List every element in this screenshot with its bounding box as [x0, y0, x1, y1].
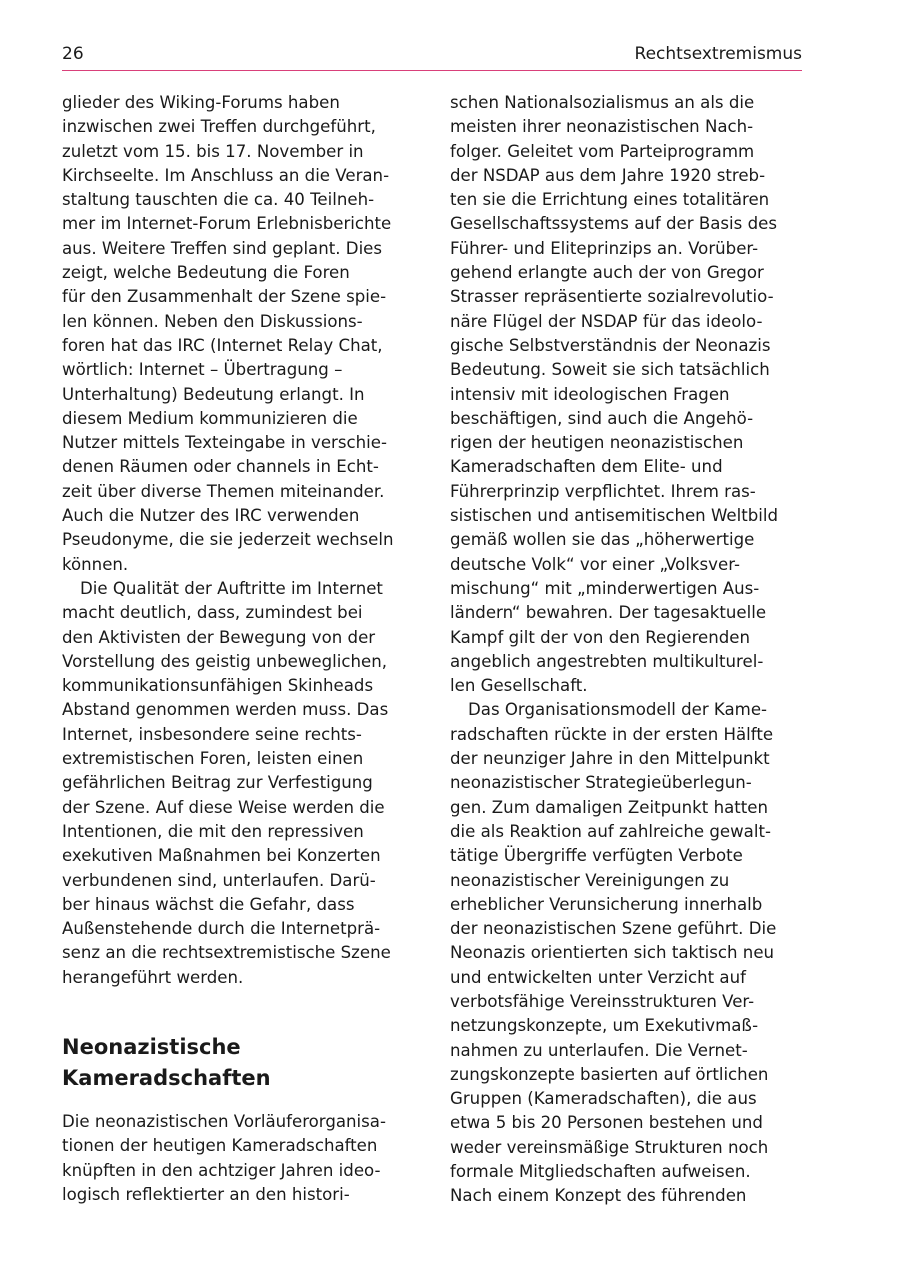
text-line: den Aktivisten der Bewegung von der — [62, 627, 376, 647]
text-line: weder vereinsmäßige Strukturen noch — [450, 1137, 769, 1157]
text-line: Die Qualität der Auftritte im Internet — [80, 578, 383, 598]
text-line: Auch die Nutzer des IRC verwenden — [62, 506, 360, 526]
text-line: herangeführt werden. — [62, 967, 244, 987]
text-line: rigen der heutigen neonazistischen — [450, 433, 744, 453]
text-line: denen Räumen oder channels in Echt- — [62, 457, 379, 477]
text-line: knüpften in den achtziger Jahren ideo- — [62, 1160, 381, 1180]
text-line: zuletzt vom 15. bis 17. November in — [62, 141, 364, 161]
text-line: Die neonazistischen Vorläuferorganisa- — [62, 1111, 386, 1131]
text-line: können. — [62, 554, 129, 574]
text-line: intensiv mit ideologischen Fragen — [450, 384, 730, 404]
text-line: staltung tauschten die ca. 40 Teilneh- — [62, 190, 375, 210]
text-line: neonazistischer Strategieüberlegun- — [450, 773, 752, 793]
text-line: Nutzer mittels Texteingabe in verschie- — [62, 433, 387, 453]
text-line: folger. Geleitet vom Parteiprogramm — [450, 141, 755, 161]
section-heading-line-1: Neonazistische — [62, 1034, 241, 1059]
text-line: Internet, insbesondere seine rechts- — [62, 724, 362, 744]
text-line: Unterhaltung) Bedeutung erlangt. In — [62, 384, 365, 404]
text-line: erheblicher Verunsicherung innerhalb — [450, 894, 763, 914]
section-heading-line-2: Kameradschaften — [62, 1065, 271, 1090]
text-line: extremistischen Foren, leisten einen — [62, 749, 364, 769]
text-line: für den Zusammenhalt der Szene spie- — [62, 287, 387, 307]
text-line: der NSDAP aus dem Jahre 1920 streb- — [450, 165, 766, 185]
text-line: schen Nationalsozialismus an als die — [450, 93, 755, 112]
text-line: inzwischen zwei Treffen durchgeführt, — [62, 117, 376, 137]
text-line: deutsche Volk“ vor einer „Volksver- — [450, 554, 740, 574]
text-line: der neunziger Jahre in den Mittelpunkt — [450, 749, 770, 769]
text-line: die als Reaktion auf zahlreiche gewalt- — [450, 821, 771, 841]
text-line: Kampf gilt der von den Regierenden — [450, 627, 751, 647]
text-line: etwa 5 bis 20 Personen bestehen und — [450, 1113, 763, 1133]
text-line: ber hinaus wächst die Gefahr, dass — [62, 894, 355, 914]
text-line: Außenstehende durch die Internetprä- — [62, 919, 381, 939]
text-line: sistischen und antisemitischen Weltbild — [450, 506, 779, 526]
text-line: gefährlichen Beitrag zur Verfestigung — [62, 773, 373, 793]
text-line: Kameradschaften dem Elite- und — [450, 457, 723, 477]
text-line: gen. Zum damaligen Zeitpunkt hatten — [450, 797, 768, 817]
text-line: neonazistischer Vereinigungen zu — [450, 870, 730, 890]
text-line: Neonazis orientierten sich taktisch neu — [450, 943, 775, 963]
text-line: wörtlich: Internet – Übertragung – — [62, 360, 343, 380]
text-line: Bedeutung. Soweit sie sich tatsächlich — [450, 360, 770, 380]
text-line: Kirchseelte. Im Anschluss an die Veran- — [62, 165, 390, 185]
text-line: kommunikationsunfähigen Skinheads — [62, 676, 374, 696]
text-line: zeigt, welche Bedeutung die Foren — [62, 263, 350, 283]
left-paragraph-1 — [62, 91, 414, 577]
left-column — [62, 91, 414, 1207]
left-paragraph-2 — [62, 577, 414, 990]
text-line: glieder des Wiking-Forums haben — [62, 93, 340, 112]
text-line: tionen der heutigen Kameradschaften — [62, 1136, 378, 1156]
text-line: tätige Übergriffe verfügten Verbote — [450, 846, 743, 866]
text-line: und entwickelten unter Verzicht auf — [450, 967, 746, 987]
page-number: 26 — [62, 44, 84, 64]
text-line: meisten ihrer neonazistischen Nach- — [450, 117, 754, 137]
text-line: Das Organisationsmodell der Kame- — [468, 700, 768, 720]
text-line: Strasser repräsentierte sozialrevolutio- — [450, 287, 774, 307]
text-line: aus. Weitere Treffen sind geplant. Dies — [62, 238, 383, 258]
text-line: zungskonzepte basierten auf örtlichen — [450, 1064, 769, 1084]
text-line: logisch reflektierter an den histori- — [62, 1184, 350, 1204]
text-line: Intentionen, die mit den repressiven — [62, 821, 364, 841]
text-line: macht deutlich, dass, zumindest bei — [62, 603, 363, 623]
text-line: näre Flügel der NSDAP für das ideolo- — [450, 311, 763, 331]
text-line: gische Selbstverständnis der Neonazis — [450, 335, 771, 355]
text-line: mer im Internet-Forum Erlebnisberichte — [62, 214, 392, 234]
text-line: beschäftigen, sind auch die Angehö- — [450, 408, 754, 428]
text-line: foren hat das IRC (Internet Relay Chat, — [62, 335, 383, 355]
text-line: Pseudonyme, die sie jederzeit wechseln — [62, 530, 394, 550]
text-line: len Gesellschaft. — [450, 676, 588, 696]
text-line: ten sie die Errichtung eines totalitären — [450, 190, 770, 210]
text-line: formale Mitgliedschaften aufweisen. — [450, 1162, 751, 1182]
text-line: zeit über diverse Themen miteinander. — [62, 481, 385, 501]
text-line: senz an die rechtsextremistische Szene — [62, 943, 391, 963]
text-line: der neonazistischen Szene geführt. Die — [450, 919, 777, 939]
text-line: angeblich angestrebten multikulturel- — [450, 651, 764, 671]
section-heading — [62, 1032, 414, 1094]
text-line: exekutiven Maßnahmen bei Konzerten — [62, 846, 381, 866]
right-column — [450, 91, 802, 1209]
text-line: Nach einem Konzept des führenden — [450, 1186, 747, 1206]
text-line: Führerprinzip verpflichtet. Ihrem ras- — [450, 481, 756, 501]
text-line: netzungskonzepte, um Exekutivmaß- — [450, 1016, 759, 1036]
text-line: diesem Medium kommunizieren die — [62, 408, 358, 428]
text-line: Gesellschaftssystems auf der Basis des — [450, 214, 777, 234]
page-header — [62, 44, 802, 71]
text-line: verbundenen sind, unterlaufen. Darü- — [62, 870, 376, 890]
text-line: Gruppen (Kameradschaften), die aus — [450, 1089, 757, 1109]
right-paragraph-2 — [450, 698, 802, 1208]
text-line: Abstand genommen werden muss. Das — [62, 700, 389, 720]
text-line: mischung“ mit „minderwertigen Aus- — [450, 578, 760, 598]
text-line: nahmen zu unterlaufen. Die Vernet- — [450, 1040, 748, 1060]
text-line: verbotsfähige Vereinsstrukturen Ver- — [450, 991, 755, 1011]
text-line: len können. Neben den Diskussions- — [62, 311, 363, 331]
text-line: gemäß wollen sie das „höherwertige — [450, 530, 755, 550]
right-paragraph-1 — [450, 91, 802, 698]
text-line: Führer- und Eliteprinzips an. Vorüber- — [450, 238, 759, 258]
running-head: Rechtsextremismus — [634, 44, 802, 64]
left-paragraph-3 — [62, 1110, 414, 1207]
text-line: radschaften rückte in der ersten Hälfte — [450, 724, 774, 744]
text-line: der Szene. Auf diese Weise werden die — [62, 797, 385, 817]
text-line: Vorstellung des geistig unbeweglichen, — [62, 651, 387, 671]
text-line: gehend erlangte auch der von Gregor — [450, 263, 764, 283]
text-line: ländern“ bewahren. Der tagesaktuelle — [450, 603, 767, 623]
